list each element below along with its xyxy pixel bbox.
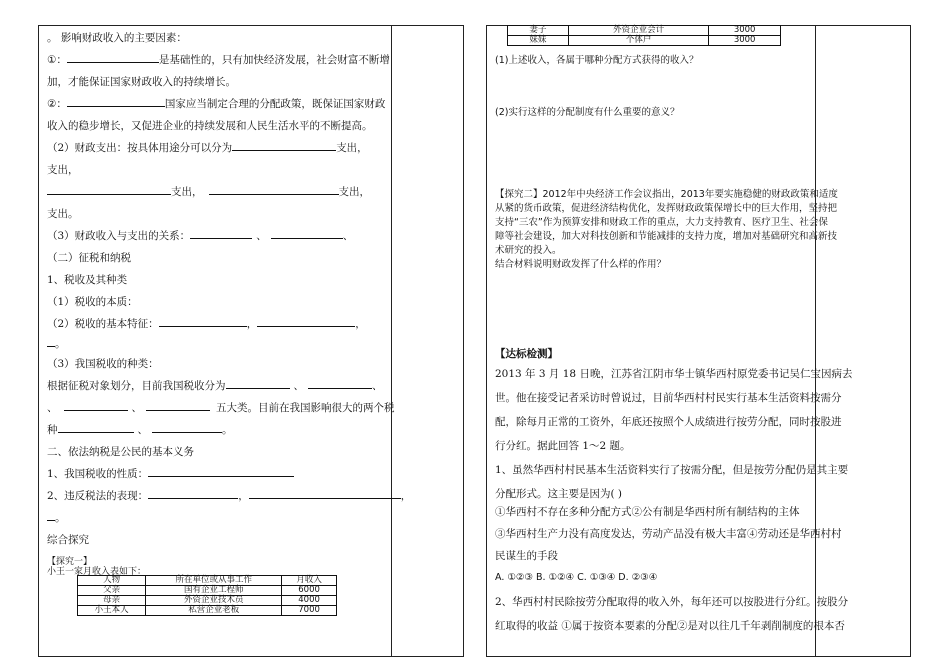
table-row (78, 606, 337, 616)
text-line: 2、华西村村民除按劳分配取得的收入外，每年还可以按股进行分红。按股分 (495, 596, 849, 608)
fill-blank (47, 510, 55, 521)
fill-blank (58, 422, 134, 433)
text-line: （3）我国税收的种类： (47, 358, 159, 370)
income-table (77, 575, 337, 616)
text-line: 1、我国税收的性质： (47, 466, 294, 481)
explore2-line: 结合材料说明财政发挥了什么样的作用？ (495, 259, 667, 270)
explore-title: 【探究一】 (47, 557, 93, 567)
section-heading: 二、依法纳税是公民的基本义务 (47, 446, 194, 458)
fill-blank (67, 52, 159, 63)
table-cell: 父亲 (78, 586, 146, 596)
fill-blank (148, 466, 294, 477)
text-line: （2）税收的基本特征： ， ， (47, 318, 366, 330)
section-heading: （二）征税和纳税 (47, 252, 131, 264)
table-cell: 妻子 (508, 26, 569, 36)
fill-blank (146, 400, 210, 411)
table-cell: 外资企业技术员 (146, 596, 282, 606)
column-divider (391, 26, 392, 656)
right-page (486, 25, 911, 657)
table-cell: 小王本人 (78, 606, 146, 616)
table-cell: 月收入 (282, 576, 337, 586)
fill-blank (47, 336, 55, 347)
text-line: 收入的稳步增长，又促进企业的持续发展和人民生活水平的不断提高。 (47, 120, 373, 132)
fill-blank (190, 228, 252, 239)
table-row (78, 576, 337, 586)
table-cell: 所在单位或从事工作 (146, 576, 282, 586)
explore2-line: 术研究的投入。 (495, 245, 562, 256)
text-line: 支出。 (47, 208, 79, 220)
text-line: 种 、 。 (47, 424, 233, 436)
text-line: 配，除每月正常的工资外，年底还按照个人成绩进行按劳分配，同时按股进 (495, 416, 842, 428)
answer-options: A. ①②③ B. ①②④ C. ①③④ D. ②③④ (495, 572, 658, 583)
question: (2)实行这样的分配制度有什么重要的意义？ (495, 107, 680, 118)
fill-blank (271, 228, 343, 239)
text-line: 1、税收及其种类 (47, 274, 128, 286)
explore2-line: 从紧的货币政策，促进经济结构优化，发挥财政政策保增长中的巨大作用，坚持把 (495, 203, 838, 214)
table-row (508, 36, 781, 46)
fill-blank (226, 378, 290, 389)
column-divider (815, 26, 816, 656)
fill-blank (64, 400, 128, 411)
question: (1)上述收入，各属于哪种分配方式获得的收入？ (495, 55, 699, 66)
section-heading: 【达标检测】 (495, 348, 558, 360)
text-line: 红取得的收益 ①属于按资本要素的分配②是对以往几千年剥削制度的根本否 (495, 620, 845, 632)
text-line: 行分红。据此回答 1～2 题。 (495, 440, 631, 452)
text-line: （1）税收的本质： (47, 296, 138, 308)
table-cell: 7000 (282, 606, 337, 616)
text-line: （2）财政支出：按具体用途分可以分为 支出， (47, 142, 368, 154)
fill-blank (148, 488, 238, 499)
table-cell: 6000 (282, 586, 337, 596)
table-row (508, 26, 781, 36)
explore2-line: 障等社会建设，加大对科技创新和节能减排的支持力度，增加对基础研究和高新技 (495, 231, 838, 242)
text-line: ③华西村生产力没有高度发达，劳动产品没有极大丰富④劳动还是华西村村 (495, 528, 842, 540)
table-cell: 妹妹 (508, 36, 569, 46)
fill-blank (308, 378, 372, 389)
table-cell: 3000 (709, 26, 781, 36)
fill-blank (209, 184, 339, 195)
fill-blank (152, 422, 222, 433)
text-line: 支出， (47, 164, 79, 176)
fill-blank (232, 140, 336, 151)
text-line: 加，才能保证国家财政收入的持续增长。 (47, 76, 236, 88)
text-line: 2、违反税法的表现： ， ， (47, 490, 412, 502)
text-line: 民谋生的手段 (495, 550, 558, 562)
explore-intro: 小王一家月收入表如下： (47, 567, 147, 577)
table-cell: 私营企业老板 (146, 606, 282, 616)
text-line: ②： 国家应当制定合理的分配政策，既保证国家财政 (47, 98, 386, 110)
text-line: ①： 是基础性的，只有加快经济发展，社会财富不断增 (47, 54, 390, 66)
text-line: 1、虽然华西村村民基本生活资料实行了按需分配，但是按劳分配仍是其主要 (495, 464, 849, 476)
text-line: 。 影响财政收入的主要因素： (47, 32, 187, 44)
table-cell: 3000 (709, 36, 781, 46)
text-line: 、 、 五大类。目前在我国影响很大的两个税 (47, 402, 395, 414)
explore2-line: 【探究二】2012年中央经济工作会议指出，2013年要实施稳健的财政政策和适度 (495, 189, 838, 200)
left-page (38, 25, 464, 657)
text-line: 分配形式。这主要是因为( ) (495, 488, 623, 500)
text-line: 。 (47, 510, 66, 525)
text-line: 支出， 支出， (47, 184, 370, 199)
text-line: 。 (47, 336, 66, 351)
table-cell: 母亲 (78, 596, 146, 606)
fill-blank (67, 96, 165, 107)
fill-blank (47, 184, 171, 195)
fill-blank (159, 316, 247, 327)
text-line: 世。他在接受记者采访时曾说过，目前华西村村民实行基本生活资料按需分 (495, 392, 842, 404)
fill-blank (257, 316, 355, 327)
table-row (78, 596, 337, 606)
table-row (78, 586, 337, 596)
text-line: 2013 年 3 月 18 日晚，江苏省江阴市华士镇华西村原党委书记吴仁宝因病去 (495, 368, 853, 380)
table-cell: 国有企业工程师 (146, 586, 282, 596)
table-cell: 4000 (282, 596, 337, 606)
text-line: ①华西村不存在多种分配方式②公有制是华西村所有制结构的主体 (495, 506, 800, 518)
table-cell: 外资企业会计 (568, 26, 708, 36)
text-line: （3）财政收入与支出的关系： 、 、 (47, 230, 354, 242)
section-heading: 综合探究 (47, 534, 89, 546)
explore2-line: 支持“三农”作为预算安排和财政工作的重点，大力支持教育、医疗卫生、社会保 (495, 217, 828, 228)
table-cell: 个体户 (568, 36, 708, 46)
text-line: 根据征税对象划分，目前我国税收分为 、 、 (47, 380, 383, 392)
income-table-continued (507, 25, 781, 46)
fill-blank (249, 488, 401, 499)
table-cell: 人物 (78, 576, 146, 586)
